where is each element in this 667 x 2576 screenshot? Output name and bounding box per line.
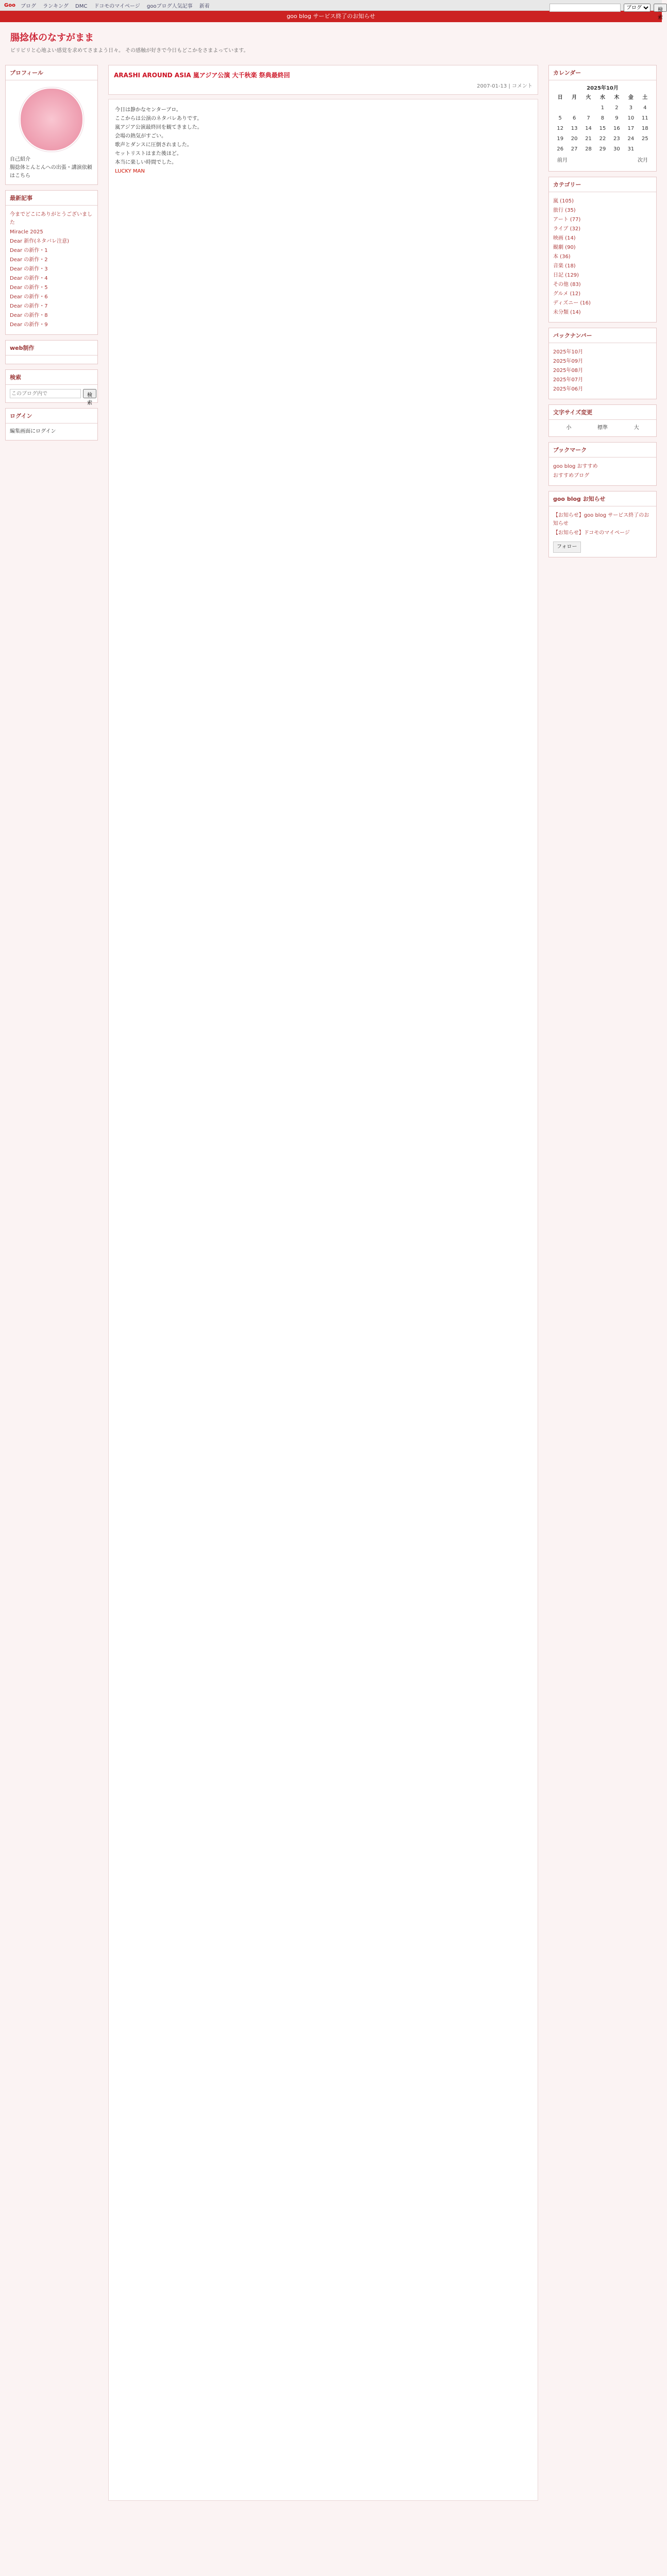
blog-header	[0, 22, 662, 60]
recent-item-10[interactable]: Dear の新作・7	[10, 303, 48, 309]
calendar-cell[interactable]	[638, 144, 652, 155]
post-line-1: 今日は静かなセンターブロ。	[115, 107, 181, 113]
calendar-cell[interactable]: 1	[601, 105, 605, 111]
calendar-cell[interactable]: 18	[641, 126, 648, 131]
post-red-heading: LUCKY MAN	[115, 168, 145, 174]
post-line-5: 会場の熱気がすごい。	[115, 133, 166, 139]
profile-avatar[interactable]	[20, 88, 84, 151]
post-line-6: 歌声とダンスに圧倒されました。	[115, 142, 192, 148]
recent-item-3[interactable]: Dear 新作(ネタバレ注意)	[10, 239, 69, 244]
bookmark-2[interactable]: おすすめブログ	[553, 473, 590, 479]
post-title-text[interactable]: 嵐アジア公演 大千秋楽 祭典最終回	[193, 72, 290, 79]
recent-item-11[interactable]: Dear の新作・8	[10, 313, 48, 318]
blog-search-input[interactable]	[10, 389, 81, 398]
recent-item-6[interactable]: Dear の新作・3	[10, 266, 48, 272]
top-link-popular[interactable]: gooブログ人気記事	[146, 3, 193, 9]
calendar-cell[interactable]: 19	[557, 136, 564, 142]
blog-search-button[interactable]: 検索	[83, 389, 96, 398]
calendar-cell[interactable]: 9	[615, 115, 619, 121]
recent-item-2[interactable]: Miracle 2025	[10, 229, 43, 235]
announcement-text[interactable]: goo blog サービス終了のお知らせ	[287, 13, 375, 20]
calendar-day-fri: 金	[628, 95, 633, 100]
category-item-8[interactable]: 音楽 (18)	[553, 263, 576, 269]
calendar-next[interactable]: 次月	[638, 158, 648, 163]
category-title: カテゴリー	[549, 177, 656, 192]
right-sidebar	[548, 60, 657, 2506]
announcement-strip[interactable]	[0, 11, 662, 22]
fontsize-large[interactable]: 大	[633, 425, 639, 431]
calendar-cell[interactable]	[553, 103, 567, 113]
top-link-mypage[interactable]: ドコモのマイページ	[94, 3, 140, 9]
calendar-cell[interactable]: 21	[585, 136, 592, 142]
calendar-cell[interactable]: 23	[613, 136, 620, 142]
calendar-cell[interactable]: 13	[571, 126, 578, 131]
backnumber-4[interactable]: 2025年07月	[553, 377, 583, 383]
recent-item-4[interactable]: Dear の新作・1	[10, 248, 48, 253]
calendar-day-tue: 火	[586, 95, 591, 100]
login-title: ログイン	[6, 409, 97, 423]
top-search	[549, 0, 663, 21]
top-links	[21, 2, 215, 9]
category-item-13[interactable]: 未分類 (14)	[553, 310, 581, 315]
category-box	[548, 177, 657, 323]
calendar-day-thu: 木	[614, 95, 620, 100]
login-link[interactable]: 編集画面にログイン	[10, 429, 56, 434]
top-search-select[interactable]	[624, 4, 651, 12]
bookmark-box	[548, 442, 657, 486]
top-link-dmc[interactable]: DMC	[75, 3, 88, 9]
calendar-cell[interactable]: 15	[599, 126, 606, 131]
calendar-cell[interactable]: 22	[599, 136, 606, 142]
calendar-day-mon: 月	[572, 95, 577, 100]
category-item-9[interactable]: 日記 (129)	[553, 273, 579, 278]
calendar-cell[interactable]: 27	[571, 146, 578, 152]
fontsize-title: 文字サイズ変更	[549, 405, 656, 420]
calendar-cell[interactable]: 2	[615, 105, 619, 111]
login-box	[5, 408, 98, 440]
top-link-new[interactable]: 新着	[199, 3, 210, 9]
blog-description: ビリビリと心地よい感覚を求めてさまよう日々。 その感触が好きで今日もどこかをさまよっています。	[10, 48, 249, 54]
post-line-4: 嵐アジア公演最終回を観てきました。	[115, 125, 203, 130]
calendar-cell[interactable]: 20	[571, 136, 578, 142]
profile-box	[5, 65, 98, 185]
calendar-day-sat: 土	[642, 95, 648, 100]
category-item-10[interactable]: その他 (83)	[553, 282, 581, 287]
goo-news-box	[548, 491, 657, 557]
post-long-content	[115, 176, 531, 2494]
category-item-3[interactable]: アート (77)	[553, 217, 581, 223]
backnumber-3[interactable]: 2025年08月	[553, 368, 583, 374]
search-title: 検索	[6, 370, 97, 385]
top-search-input[interactable]	[549, 4, 621, 12]
main-content	[98, 60, 548, 2506]
calendar-cell[interactable]: 28	[585, 146, 592, 152]
calendar-cell[interactable]	[581, 103, 595, 113]
post-line-10: 本当に楽しい時間でした。	[115, 160, 177, 165]
category-item-2[interactable]: 旅行 (35)	[553, 208, 576, 213]
backnumber-1[interactable]: 2025年10月	[553, 349, 583, 355]
recent-item-5[interactable]: Dear の新作・2	[10, 257, 48, 263]
backnumber-title: バックナンバー	[549, 328, 656, 343]
calendar-cell[interactable]: 31	[627, 146, 635, 152]
calendar-cell[interactable]: 16	[613, 126, 620, 131]
goo-news-title: goo blog お知らせ	[549, 492, 656, 506]
post-line-2: ここからは公演のネタバレありです。	[115, 116, 203, 122]
category-item-6[interactable]: 観劇 (90)	[553, 245, 576, 250]
web-title: web制作	[6, 341, 97, 355]
follow-button[interactable]: フォロー	[553, 541, 581, 553]
calendar-cell[interactable]	[567, 103, 581, 113]
goo-news-1[interactable]: 【お知らせ】goo blog サービス終了のお知らせ	[553, 513, 649, 527]
top-link-blog[interactable]: ブログ	[20, 3, 36, 9]
calendar-month: 2025年10月	[587, 86, 619, 91]
calendar-cell[interactable]: 5	[558, 115, 562, 121]
calendar-cell[interactable]: 14	[585, 126, 592, 131]
calendar-cell[interactable]: 30	[613, 146, 620, 152]
post-category[interactable]: ARASHI AROUND ASIA	[114, 72, 191, 79]
web-box	[5, 340, 98, 364]
recent-title: 最新記事	[6, 191, 97, 206]
main-layout	[0, 60, 662, 2506]
calendar-cell[interactable]: 10	[627, 115, 635, 121]
calendar-table	[553, 93, 652, 155]
calendar-cell[interactable]: 26	[557, 146, 564, 152]
calendar-cell[interactable]: 29	[599, 146, 606, 152]
profile-title: プロフィール	[6, 65, 97, 80]
calendar-cell[interactable]: 25	[641, 136, 648, 142]
calendar-cell[interactable]: 7	[587, 115, 590, 121]
post-meta[interactable]: 2007-01-13 | コメント	[477, 83, 532, 89]
calendar-box	[548, 65, 657, 172]
recent-box	[5, 190, 98, 335]
post-title[interactable]	[114, 71, 532, 79]
post-body	[108, 99, 538, 2501]
post-line-8: セットリストはまた後ほど。	[115, 151, 182, 157]
recent-item-1[interactable]: 今までどこにありがとうございました	[10, 212, 92, 226]
calendar-title: カレンダー	[549, 65, 656, 80]
bookmark-title: ブックマーク	[549, 443, 656, 457]
calendar-cell[interactable]: 24	[627, 136, 635, 142]
calendar-cell[interactable]: 12	[557, 126, 564, 131]
category-item-12[interactable]: ディズニー (16)	[553, 300, 591, 306]
goo-logo[interactable]: Goo	[4, 2, 15, 8]
left-sidebar	[5, 60, 98, 2506]
backnumber-2[interactable]: 2025年09月	[553, 359, 583, 364]
backnumber-5[interactable]: 2025年06月	[553, 386, 583, 392]
search-box	[5, 369, 98, 406]
category-item-11[interactable]: グルメ (12)	[553, 291, 581, 297]
recent-item-7[interactable]: Dear の新作・4	[10, 276, 48, 281]
profile-name-text: 腸捻体とんとんへの出張・講演依頼はこちら	[10, 165, 92, 179]
calendar-day-wed: 水	[599, 95, 605, 100]
post-header	[108, 65, 538, 95]
category-item-4[interactable]: ライブ (32)	[553, 226, 581, 232]
calendar-cell[interactable]: 3	[629, 105, 632, 111]
fontsize-box	[548, 404, 657, 437]
goo-news-2[interactable]: 【お知らせ】ドコモのマイページ	[553, 530, 630, 536]
top-link-ranking[interactable]: ランキング	[43, 3, 69, 9]
recent-item-9[interactable]: Dear の新作・6	[10, 294, 48, 300]
category-item-5[interactable]: 映画 (14)	[553, 235, 576, 241]
bookmark-1[interactable]: goo blog おすすめ	[553, 464, 598, 469]
recent-item-12[interactable]: Dear の新作・9	[10, 322, 48, 328]
calendar-cell[interactable]: 8	[601, 115, 605, 121]
calendar-cell[interactable]: 11	[641, 115, 648, 121]
backnumber-box	[548, 328, 657, 399]
fontsize-small[interactable]: 小	[566, 425, 572, 431]
profile-name-label: 自己紹介	[10, 157, 30, 162]
category-item-7[interactable]: 本 (36)	[553, 254, 571, 260]
top-search-button[interactable]: 検索	[654, 4, 667, 12]
calendar-prev[interactable]: 前月	[557, 158, 568, 163]
calendar-cell[interactable]: 17	[627, 126, 635, 131]
calendar-cell[interactable]: 6	[572, 115, 576, 121]
recent-item-8[interactable]: Dear の新作・5	[10, 285, 48, 291]
blog-title[interactable]: 腸捻体のなすがまま	[10, 32, 94, 43]
category-item-1[interactable]: 嵐 (105)	[553, 198, 574, 204]
calendar-cell[interactable]: 4	[643, 105, 647, 111]
fontsize-normal[interactable]: 標準	[597, 425, 608, 431]
calendar-day-sun: 日	[557, 95, 563, 100]
